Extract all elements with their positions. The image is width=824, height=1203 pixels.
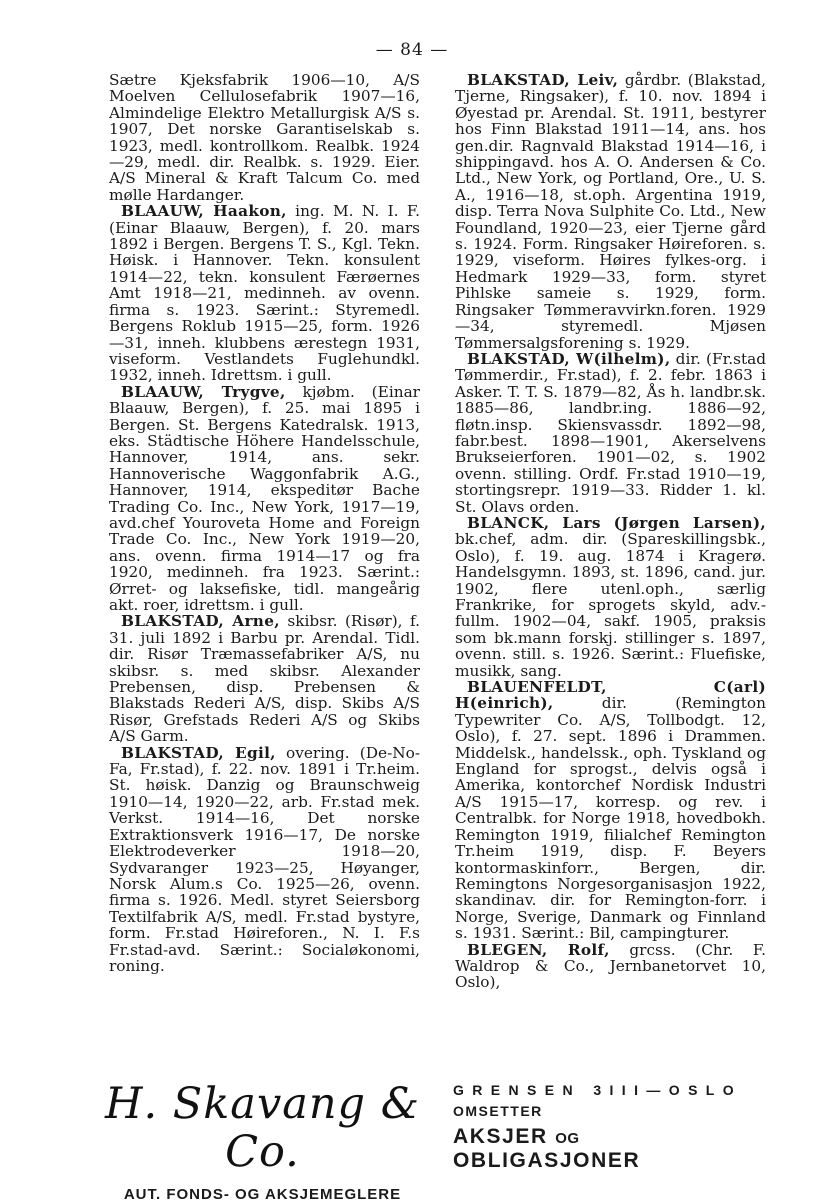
entry-text: Sætre Kjeksfabrik 1906—10, A/S Moelven Cellulosefabrik 1907—16, Almindelige Elektro Metallurgisk A/S s. 1907, Det norske Garantiselskab s. 1923, medl. kontrollkom. Realbk. 1924—29, medl. dir. Realbk. s. 1929. Eier. A/S Mineral & Kraft Talcum Co. med mølle Hardanger.	[109, 71, 420, 204]
page-number: — 84 —	[375, 40, 449, 60]
entry-text: overing. (De-No-Fa, Fr.stad), f. 22. nov. 1891 i Tr.heim. St. høisk. Danzig og Braunschweig 1910—14, 1920—22, arb. Fr.stad mek. Verkst. 1914—16, Det norske Extraktionsverk 1916—17, De norske Elektrodeverker 1918—20, Sydvaranger 1923—25, Høyanger, Norsk Alum.s Co. 1925—26, ovenn. firma s. 1926. Medl. styret Seiersborg Textilfabrik A/S, medl. Fr.stad bystyre, form. Fr.stad Høireforen., N. I. F.s Fr.stad-avd. Særint.: Socialøkonomi, roning.	[109, 743, 421, 975]
entry-blakstad-egil	[109, 745, 420, 975]
entry-blakstad-wilhelm	[455, 351, 766, 515]
advert-omsetter: OMSETTER	[453, 1103, 543, 1119]
advert-og: OG	[555, 1130, 580, 1147]
entry-text: bk.chef, adm. dir. (Spareskillingsbk., Oslo), f. 19. aug. 1874 i Kragerø. Handelsgymn. 1893, st. 1896, cand. jur. 1902, flere utenl.oph., særlig Frankrike, for sprogets skyld, adv.-fullm. 1902—04, sakf. 1905, praksis som bk.mann forskj. stillinger s. 1897, ovenn. still. s. 1926. Særint.: Fluefiske, musikk, sang.	[455, 530, 766, 680]
firm-logo: H. Skavang & Co.	[104, 1079, 421, 1177]
advert-grensen	[453, 1082, 773, 1173]
entry-continuation	[109, 72, 420, 203]
entry-text: grcss. (Chr. F. Waldrop & Co., Jernbanetorvet 10, Oslo),	[455, 940, 766, 992]
advert-skavang	[90, 1080, 435, 1203]
entry-blanck-lars	[455, 515, 766, 679]
entry-blaauw-trygve	[109, 384, 420, 614]
entry-headword: BLANCK, Lars (Jørgen Larsen),	[467, 513, 766, 532]
advert-address: GRENSEN 3III—OSLO	[453, 1082, 743, 1098]
entry-text: ing. M. N. I. F. (Einar Blaauw, Bergen), f. 20. mars 1892 i Bergen. Bergens T. S., Kgl. Tekn. Høisk. i Hannover. Tekn. konsulent 1914—22, tekn. konsulent Færøernes Amt 1918—21, medinneh. av ovenn. firma s. 1923. Særint.: Styremedl. Bergens Roklub 1915—25, form. 1926—31, inneh. klubbens ærestegn 1931, viseform. Vestlandets Fuglehundkl. 1932, inneh. Idrettsm. i gull.	[109, 202, 420, 385]
advert-aksjer: AKSJER	[453, 1125, 548, 1148]
entry-blakstad-arne	[109, 613, 420, 744]
entry-text: gårdbr. (Blakstad, Tjerne, Ringsaker), f. 10. nov. 1894 i Øyestad pr. Arendal. St. 1911, bestyrer hos Finn Blakstad 1911—14, ans. hos gen.dir. Ragnvald Blakstad 1914—16, i shippingavd. hos A. O. Andersen & Co. Ltd., New York, og Portland, Ore., U. S. A., 1916—18, st.oph. Argentina 1919, disp. Terra Nova Sulphite Co. Ltd., New Foundland, 1920—23, eier Tjerne gård s. 1924. Form. Ringsaker Høireforen. s. 1929, viseform. Høires fylkes-org. i Hedmark 1929—33, form. styret Pihlske sameie s. 1929, form. Ringsaker Tømmeravvirkn.foren. 1929—34, styremedl. Mjøsen Tømmersalgsforening s. 1929.	[455, 71, 766, 352]
entry-headword: BLEGEN, Rolf,	[467, 940, 610, 959]
entry-headword: BLAAUW, Trygve,	[121, 382, 286, 401]
entry-text: dir. (Fr.stad Tømmerdir., Fr.stad), f. 2. febr. 1863 i Asker. T. T. S. 1879—82, Ås h. landbr.sk. 1885—86, landbr.ing. 1886—92, fløtn.insp. Skiensvassdr. 1892—98, fabr.best. 1898—1901, Akerselvens Brukseierforen. 1901—02, s. 1902 ovenn. stilling. Ordf. Fr.stad 1910—19, stortingsrepr. 1919—33. Ridder 1. kl. St. Olavs orden.	[455, 349, 767, 516]
left-column	[109, 72, 420, 974]
entry-text: skibsr. (Risør), f. 31. juli 1892 i Barbu pr. Arendal. Tidl. dir. Risør Træmassefabriker A/S, nu skibsr. s. med skibsr. Alexander Prebensen, disp. Prebensen & Blakstads Rederi A/S, disp. Skibs A/S Risør, Grefstads Rederi A/S og Skibs A/S Garm.	[109, 612, 420, 746]
entry-blauenfeldt-carl	[455, 679, 766, 942]
entry-text: kjøbm. (Einar Blaauw, Bergen), f. 25. mai 1895 i Bergen. St. Bergens Katedralsk. 1913, eks. Städtische Höhere Handelsschule, Hannover, 1914, ans. sekr. Hannoverische Waggonfabrik A.G., Hannover, 1914, ekspeditør Bache Trading Co. Inc., New York, 1917—19, avd.chef Youroveta Home and Foreign Trade Co. Inc., New York 1919—20, ans. ovenn. firma 1914—17 og fra 1920, medinneh. fra 1923. Særint.: Ørret- og laksefiske, tidl. mangeårig akt. roer, idrettsm. i gull.	[109, 382, 420, 614]
entry-headword: BLAUENFELDT, C(arl) H(einrich),	[455, 678, 766, 713]
entry-blegen-rolf	[455, 942, 766, 991]
entry-blakstad-leiv	[455, 72, 766, 351]
firm-subtitle: AUT. FONDS- OG AKSJEMEGLERE	[123, 1186, 402, 1203]
entry-headword: BLAKSTAD, W(ilhelm),	[467, 349, 671, 368]
advert-aksjer-line	[453, 1125, 773, 1173]
advert-obligasjoner: OBLIGASJONER	[453, 1149, 641, 1172]
entry-headword: BLAKSTAD, Leiv,	[467, 71, 619, 89]
entry-headword: BLAKSTAD, Egil,	[121, 743, 276, 762]
entry-headword: BLAKSTAD, Arne,	[121, 612, 280, 631]
right-column	[455, 72, 766, 991]
entry-headword: BLAAUW, Haakon,	[121, 202, 287, 221]
entry-text: dir. (Remington Typewriter Co. A/S, Tollbodgt. 12, Oslo), f. 27. sept. 1896 i Drammen. Middelsk., handelssk., oph. Tyskland og England for sprogst., delvis også i Amerika, kontorchef Nordisk Industri A/S 1915—17, korresp. og rev. i Centralbk. for Norge 1918, hovedbokh. Remington 1919, filialchef Remington Tr.heim 1919, disp. F. Beyers kontormaskinforr., Bergen, dir. Remingtons Norgesorganisasjon 1922, skandinav. dir. for Remington-forr. i Norge, Sverige, Danmark og Finnland s. 1931. Særint.: Bil, campingturer.	[455, 694, 766, 943]
entry-blaauw-haakon	[109, 203, 420, 383]
